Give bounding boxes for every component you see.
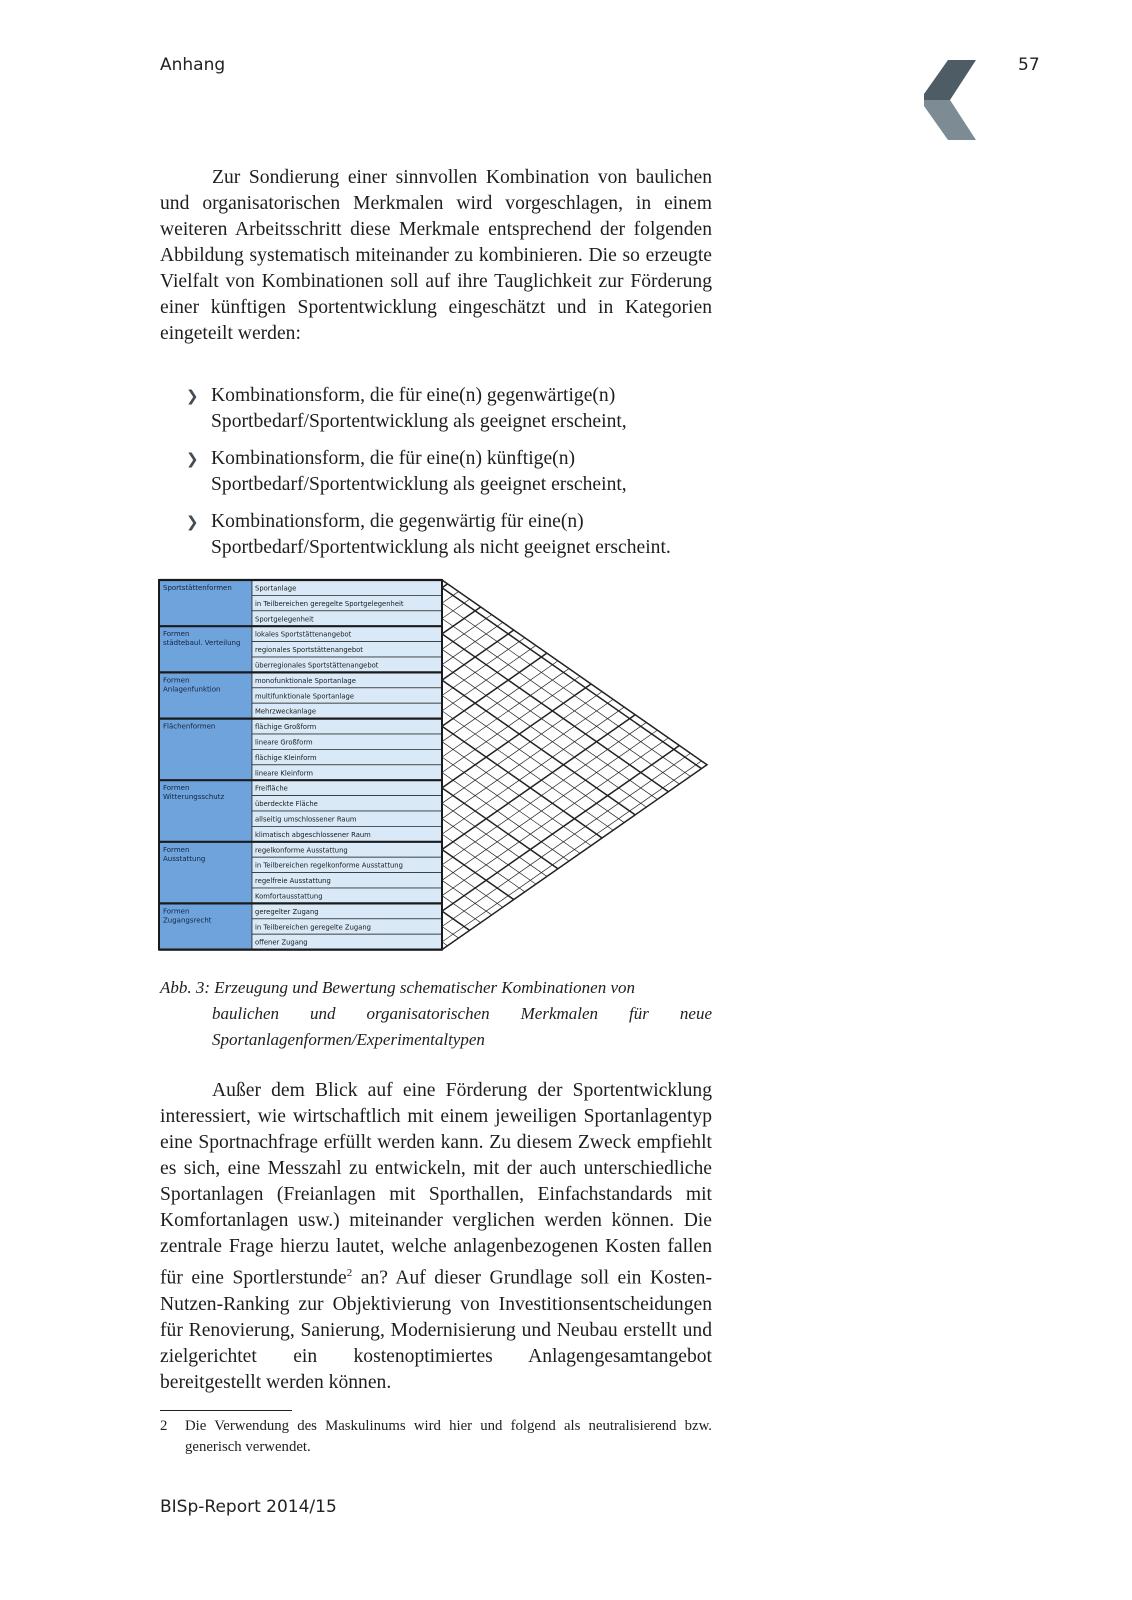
bullet-item (186, 446, 726, 498)
item-label: klimatisch abgeschlossener Raum (255, 830, 371, 839)
item-label: überregionales Sportstättenangebot (255, 661, 379, 670)
chevron-left-icon (924, 60, 980, 140)
item-label: Komfortausstattung (255, 892, 323, 901)
group-label: Formen (163, 630, 190, 639)
group-label: Flächenformen (163, 722, 216, 731)
item-label: in Teilbereichen geregelte Sportgelegenheit (255, 599, 404, 608)
diagram-group (159, 626, 442, 672)
item-label: lineare Großform (255, 738, 313, 747)
footnote (160, 1416, 712, 1458)
item-label: monofunktionale Sportanlage (255, 676, 356, 685)
item-label: allseitig umschlossener Raum (255, 815, 357, 824)
item-label: in Teilbereichen geregelte Zugang (255, 923, 371, 932)
diagram-group (159, 719, 442, 781)
group-label: Formen (163, 676, 190, 685)
chevron-right-icon: ❯ (186, 450, 199, 468)
item-label: lineare Kleinform (255, 769, 313, 778)
diagram-group (159, 580, 442, 626)
group-label: Sportstättenformen (163, 584, 232, 592)
combination-diagram (157, 577, 717, 952)
diagram-group (159, 780, 442, 842)
group-label: Formen (163, 784, 190, 793)
group-label: Witterungsschutz (163, 793, 225, 802)
caption-line1: Erzeugung und Bewertung schematischer Kombinationen von (214, 978, 635, 997)
item-label: flächige Großform (255, 723, 317, 732)
chevron-right-icon: ❯ (186, 387, 199, 405)
item-label: in Teilbereichen regelkonforme Ausstattung (255, 861, 403, 870)
group-label: Formen (163, 907, 190, 916)
chevron-right-icon: ❯ (186, 513, 199, 531)
combination-mesh (442, 580, 707, 950)
bullet-text: Kombinationsform, die gegenwärtig für eine(n) Sportbedarf/Sportentwicklung als nicht geeignet erscheint. (211, 511, 671, 558)
item-label: regelfreie Ausstattung (255, 877, 331, 886)
body-paragraph (160, 1078, 712, 1396)
item-label: regelkonforme Ausstattung (255, 846, 348, 855)
diagram-group (159, 903, 442, 949)
bullet-text: Kombinationsform, die für eine(n) gegenwärtige(n) Sportbedarf/Sportentwicklung als geeignet erscheint, (211, 385, 627, 432)
caption-label: Abb. 3: (160, 978, 211, 997)
group-label: Ausstattung (163, 854, 206, 863)
paragraph-text: Außer dem Blick auf eine Förderung der Sportentwicklung interessiert, wie wirtschaftlich mit einem jeweiligen Sportanlagentyp eine Sportnachfrage erfüllt werden kann. Zu diesem Zweck empfiehlt es sich, eine Messzahl zu entwickeln, mit der auch unterschiedliche Sportanlagen (Freianlagen mit Sporthallen, Einfachstandards mit Komfortanlagen usw.) miteinander verglichen werden können. Die zentrale Frage hierzu lautet, welche anlagenbezogenen Kosten fallen für eine Sportlerstunde (160, 1080, 712, 1289)
paragraph-text-cont: an? Auf dieser Grundlage soll ein Kosten-Nutzen-Ranking zur Objektivierung von Investitionsentscheidungen für Renovierung, Sanierung, Modernisierung und Neubau erstellt und zielgerichtet ein kostenoptimiertes Anlagengesamtangebot bereitgestellt werden können. (160, 1267, 713, 1393)
group-label: Anlagenfunktion (163, 685, 221, 694)
item-label: regionales Sportstättenangebot (255, 646, 363, 655)
group-label: Formen (163, 845, 190, 854)
item-label: flächige Kleinform (255, 753, 317, 762)
figure-caption (160, 975, 712, 1053)
group-label: Zugangsrecht (163, 916, 212, 925)
item-label: offener Zugang (255, 938, 308, 947)
footnote-ref[interactable]: 2 (346, 1267, 353, 1279)
diagram-group (159, 842, 442, 904)
item-label: lokales Sportstättenangebot (255, 630, 352, 639)
item-label: überdeckte Fläche (255, 800, 318, 809)
footnote-divider (160, 1410, 292, 1411)
running-header-section: Anhang (160, 55, 226, 75)
caption-continuation: baulichen und organisatorischen Merkmalen für neue Sportanlagenformen/Experimentaltypen (212, 1004, 712, 1049)
item-label: multifunktionale Sportanlage (255, 692, 354, 701)
item-label: Mehrzweckanlage (255, 707, 317, 716)
bullet-item (186, 383, 726, 435)
intro-paragraph: Zur Sondierung einer sinnvollen Kombination von baulichen und organisatorischen Merkmalen wird vorgeschlagen, in einem weiteren Arbeitsschritt diese Merkmale entsprechend der folgenden Abbildung systematisch miteinander zu kombinieren. Die so erzeugte Vielfalt von Kombinationen soll auf ihre Tauglichkeit zur Förderung einer künftigen Sportentwicklung eingeschätzt und in Kategorien eingeteilt werden: (160, 167, 712, 344)
diagram-group (159, 672, 442, 718)
page-number: 57 (1018, 55, 1040, 75)
item-label: Freifläche (255, 784, 288, 793)
running-footer: BISp-Report 2014/15 (160, 1497, 337, 1517)
item-label: Sportanlage (255, 584, 297, 593)
item-label: Sportgelegenheit (255, 615, 314, 624)
footnote-number: 2 (160, 1418, 168, 1434)
bullet-text: Kombinationsform, die für eine(n) künftige(n) Sportbedarf/Sportentwicklung als geeignet erscheint, (211, 448, 627, 495)
item-label: geregelter Zugang (255, 907, 319, 916)
bullet-list (186, 383, 726, 572)
footnote-text: Die Verwendung des Maskulinums wird hier und folgend als neutralisierend bzw. generisch verwendet. (185, 1418, 712, 1455)
group-label: städtebaul. Verteilung (163, 639, 241, 648)
bullet-item (186, 509, 726, 561)
